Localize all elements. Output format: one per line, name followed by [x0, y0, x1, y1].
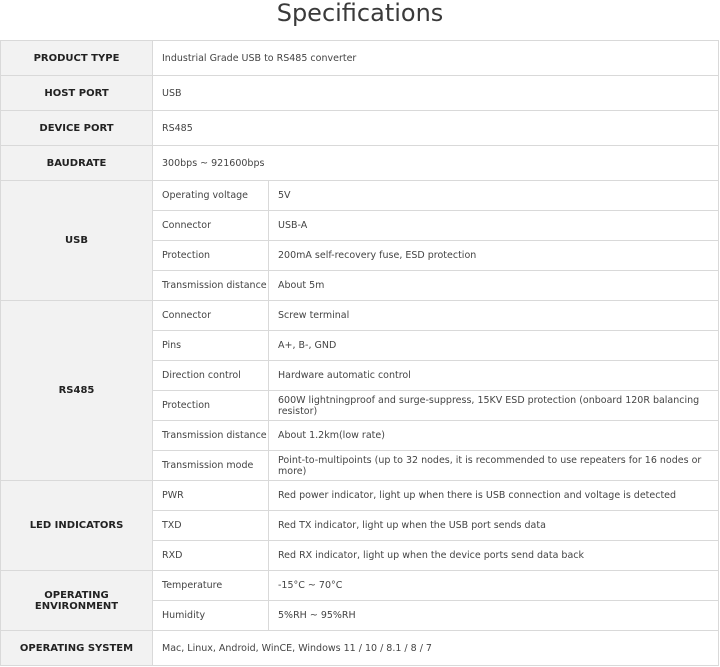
group-label: RS485: [1, 301, 153, 481]
row-value: Mac, Linux, Android, WinCE, Windows 11 / 10 / 8.1 / 8 / 7: [153, 631, 719, 666]
spec-row-operating-system: [1, 631, 719, 666]
item-value: 600W lightningproof and surge-suppress, 15KV ESD protection (onboard 120R balancing resistor): [269, 391, 719, 421]
row-label: OPERATING SYSTEM: [1, 631, 153, 666]
spec-row-host-port: [1, 76, 719, 111]
item-value: About 5m: [269, 271, 719, 301]
spec-row-led: [1, 481, 719, 511]
item-value: 5%RH ~ 95%RH: [269, 601, 719, 631]
page-title: Specifications: [276, 0, 444, 27]
item-key: Humidity: [153, 601, 269, 631]
item-value: About 1.2km(low rate): [269, 421, 719, 451]
item-key: Transmission distance: [153, 421, 269, 451]
spec-row-device-port: [1, 111, 719, 146]
item-key: Direction control: [153, 361, 269, 391]
item-value: Red RX indicator, light up when the device ports send data back: [269, 541, 719, 571]
item-key: Connector: [153, 211, 269, 241]
group-label: USB: [1, 181, 153, 301]
group-label: LED INDICATORS: [1, 481, 153, 571]
row-label: PRODUCT TYPE: [1, 41, 153, 76]
item-key: Transmission distance: [153, 271, 269, 301]
row-label: DEVICE PORT: [1, 111, 153, 146]
row-value: Industrial Grade USB to RS485 converter: [153, 41, 719, 76]
row-label: HOST PORT: [1, 76, 153, 111]
spec-row-usb: [1, 181, 719, 211]
item-key: Protection: [153, 391, 269, 421]
row-value: USB: [153, 76, 719, 111]
item-key: PWR: [153, 481, 269, 511]
item-value: USB-A: [269, 211, 719, 241]
item-key: Protection: [153, 241, 269, 271]
item-key: Transmission mode: [153, 451, 269, 481]
item-value: 200mA self-recovery fuse, ESD protection: [269, 241, 719, 271]
item-value: -15°C ~ 70°C: [269, 571, 719, 601]
item-value: A+, B-, GND: [269, 331, 719, 361]
item-value: Red power indicator, light up when there is USB connection and voltage is detected: [269, 481, 719, 511]
item-key: Temperature: [153, 571, 269, 601]
row-value: RS485: [153, 111, 719, 146]
item-key: Operating voltage: [153, 181, 269, 211]
item-value: Red TX indicator, light up when the USB port sends data: [269, 511, 719, 541]
spec-row-environment: [1, 571, 719, 601]
spec-row-rs485: [1, 301, 719, 331]
item-key: Pins: [153, 331, 269, 361]
row-label: BAUDRATE: [1, 146, 153, 181]
item-key: TXD: [153, 511, 269, 541]
spec-row-baudrate: [1, 146, 719, 181]
item-value: Screw terminal: [269, 301, 719, 331]
item-key: Connector: [153, 301, 269, 331]
spec-row-product-type: [1, 41, 719, 76]
item-key: RXD: [153, 541, 269, 571]
item-value: 5V: [269, 181, 719, 211]
specifications-table: [0, 40, 719, 666]
item-value: Hardware automatic control: [269, 361, 719, 391]
item-value: Point-to-multipoints (up to 32 nodes, it is recommended to use repeaters for 16 nodes or more): [269, 451, 719, 481]
group-label: OPERATING ENVIRONMENT: [1, 571, 153, 631]
row-value: 300bps ~ 921600bps: [153, 146, 719, 181]
